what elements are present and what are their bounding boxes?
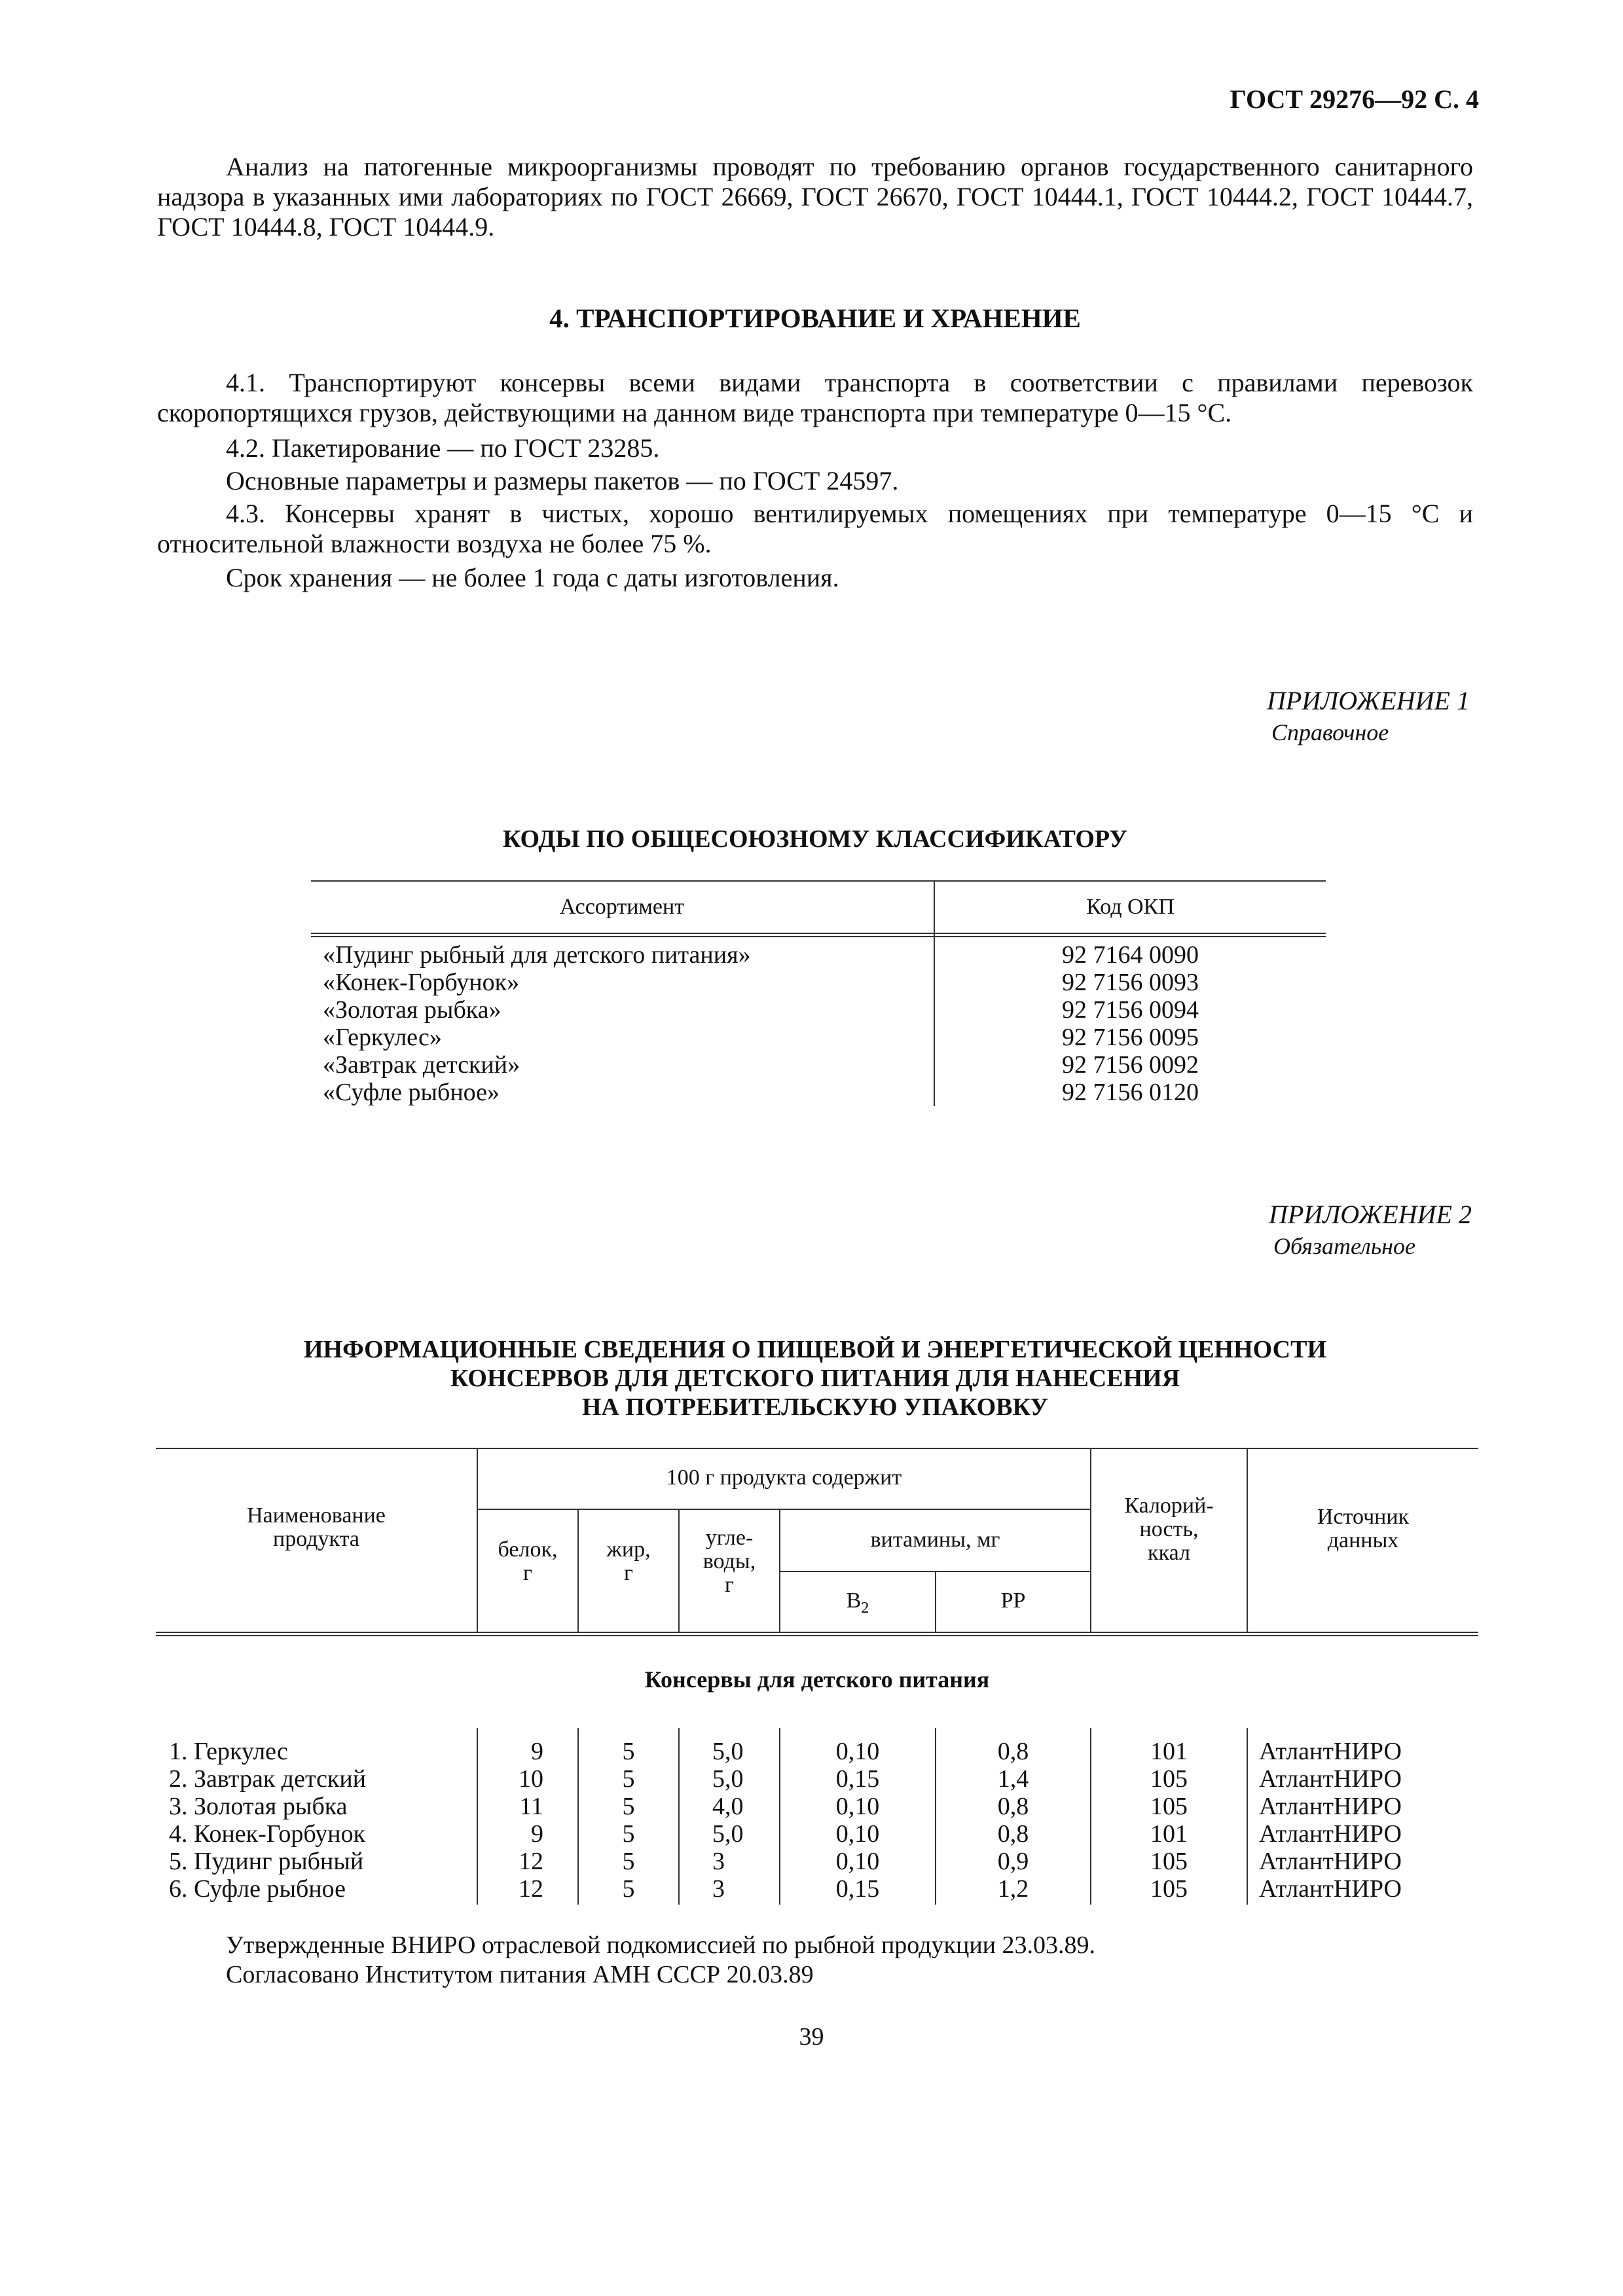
table1-top-rule: [311, 880, 1326, 882]
table2-header-carbohydrates: [680, 1526, 779, 1597]
table1-row-name: «Суфле рыбное»: [323, 1079, 500, 1106]
table1-row-name: «Завтрак детский»: [323, 1051, 520, 1079]
appendix-2-title-line: ИНФОРМАЦИОННЫЕ СВЕДЕНИЯ О ПИЩЕВОЙ И ЭНЕРГЕТИЧЕСКОЙ ЦЕННОСТИ: [303, 1336, 1327, 1363]
header-text: продукта: [273, 1527, 359, 1551]
table2-row-protein: 9: [531, 1738, 543, 1765]
table2-header-fat: [579, 1538, 678, 1585]
table1-row-code: 92 7156 0093: [1062, 969, 1199, 996]
header-text: г: [624, 1561, 633, 1585]
table2-row-carb: 5,0: [712, 1738, 744, 1765]
table2-row-calories: 105: [1150, 1848, 1188, 1875]
table2-row-carb: 3: [712, 1848, 725, 1875]
table2-row-carb: 5,0: [712, 1765, 744, 1793]
table2-row-fat: 5: [622, 1765, 635, 1793]
table2-row-b2: 0,15: [835, 1765, 880, 1793]
table2-header-rule: [156, 1632, 1478, 1636]
paragraph-storage-term: Срок хранения — не более 1 года с даты изготовления.: [226, 563, 839, 592]
intro-paragraph: Анализ на патогенные микроорганизмы проводят по требованию органов государственного санитарного надзора в указанных ими лабораториях по ГОСТ 26669, ГОСТ 26670, ГОСТ 10444.1, ГОСТ 10444.2, ГОСТ 10444.7, ГОСТ 10444.8, ГОСТ 10444.9.: [157, 152, 1473, 242]
table2-top-rule: [156, 1448, 1478, 1449]
table2-row-source: АтлантНИРО: [1259, 1875, 1402, 1903]
header-text: г: [523, 1561, 532, 1585]
table2-row-fat: 5: [622, 1820, 635, 1848]
page-number: 39: [799, 2023, 824, 2051]
table2-row-protein: 12: [519, 1875, 543, 1903]
table2-row-carb: 5,0: [712, 1820, 744, 1848]
table2-header-pp: PP: [1000, 1588, 1026, 1613]
table2-divider: [678, 1728, 680, 1905]
table2-row-fat: 5: [622, 1848, 635, 1875]
header-text: белок,: [498, 1537, 558, 1562]
table2-row-b2: 0,10: [835, 1820, 880, 1848]
header-text: угле-: [705, 1526, 754, 1550]
table1-row-name: «Геркулес»: [323, 1024, 442, 1051]
table2-row-b2: 0,10: [835, 1793, 880, 1820]
table2-row-protein: 11: [519, 1793, 543, 1820]
paragraph-4-1: 4.1. Транспортируют консервы всеми видами транспорта в соответствии с правилами перевозок скоропортящихся грузов, действующими на данном виде транспорта при температуре 0—15 °С.: [157, 368, 1473, 427]
table1-header-code: Код ОКП: [1086, 895, 1175, 919]
header-text: г: [725, 1573, 734, 1597]
appendix-2-type: Обязательное: [1273, 1233, 1415, 1259]
section-4-title: 4. ТРАНСПОРТИРОВАНИЕ И ХРАНЕНИЕ: [549, 303, 1081, 333]
table2-row-source: АтлантНИРО: [1259, 1793, 1402, 1820]
header-text: Калорий-: [1124, 1494, 1214, 1518]
table2-row-source: АтлантНИРО: [1259, 1820, 1402, 1848]
table1-row-code: 92 7164 0090: [1062, 941, 1199, 969]
table2-row-pp: 1,2: [997, 1875, 1029, 1903]
table2-row-source: АтлантНИРО: [1259, 1765, 1402, 1793]
table2-row-source: АтлантНИРО: [1259, 1738, 1402, 1765]
table2-header-source: [1248, 1505, 1478, 1552]
table2-row-fat: 5: [622, 1875, 635, 1903]
table2-row-calories: 101: [1150, 1738, 1188, 1765]
table2-subheading: Консервы для детского питания: [644, 1666, 990, 1693]
table2-row-pp: 0,8: [997, 1793, 1029, 1820]
header-text: данных: [1327, 1528, 1399, 1552]
table2-header-protein: [478, 1538, 577, 1585]
table2-row-calories: 105: [1150, 1875, 1188, 1903]
header-text: ность,: [1139, 1517, 1199, 1541]
appendix-1-type: Справочное: [1271, 719, 1389, 745]
table2-row-protein: 9: [531, 1820, 543, 1848]
table2-row-name: 3. Золотая рыбка: [169, 1793, 348, 1820]
header-text: жир,: [606, 1537, 651, 1562]
table2-row-name: 2. Завтрак детский: [169, 1765, 367, 1793]
paragraph-packages: Основные параметры и размеры пакетов — по ГОСТ 24597.: [226, 466, 899, 495]
table2-row-name: 5. Пудинг рыбный: [169, 1848, 364, 1875]
appendix-2-label: ПРИЛОЖЕНИЕ 2: [1269, 1200, 1472, 1229]
table2-header-b2: [780, 1589, 935, 1620]
table2-row-b2: 0,10: [835, 1738, 880, 1765]
agreement-note: Согласовано Институтом питания АМН СССР 20.03.89: [226, 1961, 814, 1988]
appendix-2-title-line: КОНСЕРВОВ ДЛЯ ДЕТСКОГО ПИТАНИЯ ДЛЯ НАНЕСЕНИЯ: [450, 1365, 1180, 1392]
table2-divider: [1247, 1728, 1248, 1905]
table2-row-fat: 5: [622, 1738, 635, 1765]
table2-row-b2: 0,10: [835, 1848, 880, 1875]
table2-row-pp: 0,8: [997, 1738, 1029, 1765]
table2-row-pp: 0,9: [997, 1848, 1029, 1875]
header-text: воды,: [702, 1549, 756, 1573]
table2-row-pp: 0,8: [997, 1820, 1029, 1848]
table1-header-rule: [311, 933, 1326, 937]
table1-header-assortment: Ассортимент: [559, 895, 685, 919]
table2-row-name: 4. Конек-Горбунок: [169, 1820, 366, 1848]
table2-row-fat: 5: [622, 1793, 635, 1820]
table1-row-code: 92 7156 0094: [1062, 996, 1199, 1024]
appendix-2-title: [157, 1335, 1473, 1422]
appendix-2-title-line: НА ПОТРЕБИТЕЛЬСКУЮ УПАКОВКУ: [581, 1393, 1049, 1421]
table2-row-name: 1. Геркулес: [169, 1738, 288, 1765]
header-text: Наименование: [247, 1503, 386, 1528]
approval-note: Утвержденные ВНИРО отраслевой подкомиссией по рыбной продукции 23.03.89.: [226, 1931, 1095, 1959]
table2-group-rule: [478, 1509, 1090, 1510]
table2-header-per-100g: 100 г продукта содержит: [666, 1465, 902, 1490]
table2-row-protein: 10: [519, 1765, 543, 1793]
header-text: Источник: [1317, 1505, 1410, 1529]
table2-row-name: 6. Суфле рыбное: [169, 1875, 346, 1903]
table2-header-calories: [1091, 1494, 1247, 1565]
header-subscript: 2: [861, 1599, 869, 1617]
table2-row-protein: 12: [519, 1848, 543, 1875]
paragraph-4-2: 4.2. Пакетирование — по ГОСТ 23285.: [226, 433, 660, 463]
table1-row-name: «Золотая рыбка»: [323, 996, 501, 1024]
table1-row-name: «Конек-Горбунок»: [323, 969, 520, 996]
appendix-1-title: КОДЫ ПО ОБЩЕСОЮЗНОМУ КЛАССИФИКАТОРУ: [502, 825, 1128, 853]
document-reference: ГОСТ 29276—92 С. 4: [1230, 84, 1479, 114]
table2-row-pp: 1,4: [997, 1765, 1029, 1793]
table2-row-calories: 105: [1150, 1793, 1188, 1820]
table1-row-name: «Пудинг рыбный для детского питания»: [323, 941, 751, 969]
table2-header-vitamins: витамины, мг: [870, 1528, 1000, 1552]
table2-row-carb: 3: [712, 1875, 725, 1903]
table2-row-source: АтлантНИРО: [1259, 1848, 1402, 1875]
header-text: B: [846, 1588, 862, 1613]
header-text: ккал: [1148, 1541, 1190, 1565]
table2-row-calories: 105: [1150, 1765, 1188, 1793]
table2-row-calories: 101: [1150, 1820, 1188, 1848]
table1-row-code: 92 7156 0120: [1062, 1079, 1199, 1106]
appendix-1-label: ПРИЛОЖЕНИЕ 1: [1267, 686, 1470, 715]
table2-header-product-name: [156, 1504, 477, 1551]
table2-row-b2: 0,15: [835, 1875, 880, 1903]
paragraph-4-3: 4.3. Консервы хранят в чистых, хорошо вентилируемых помещениях при температуре 0—15 °С и относительной влажности воздуха не более 75 %.: [157, 499, 1473, 558]
table1-row-code: 92 7156 0095: [1062, 1024, 1199, 1051]
table1-row-code: 92 7156 0092: [1062, 1051, 1199, 1079]
table2-row-carb: 4,0: [712, 1793, 744, 1820]
